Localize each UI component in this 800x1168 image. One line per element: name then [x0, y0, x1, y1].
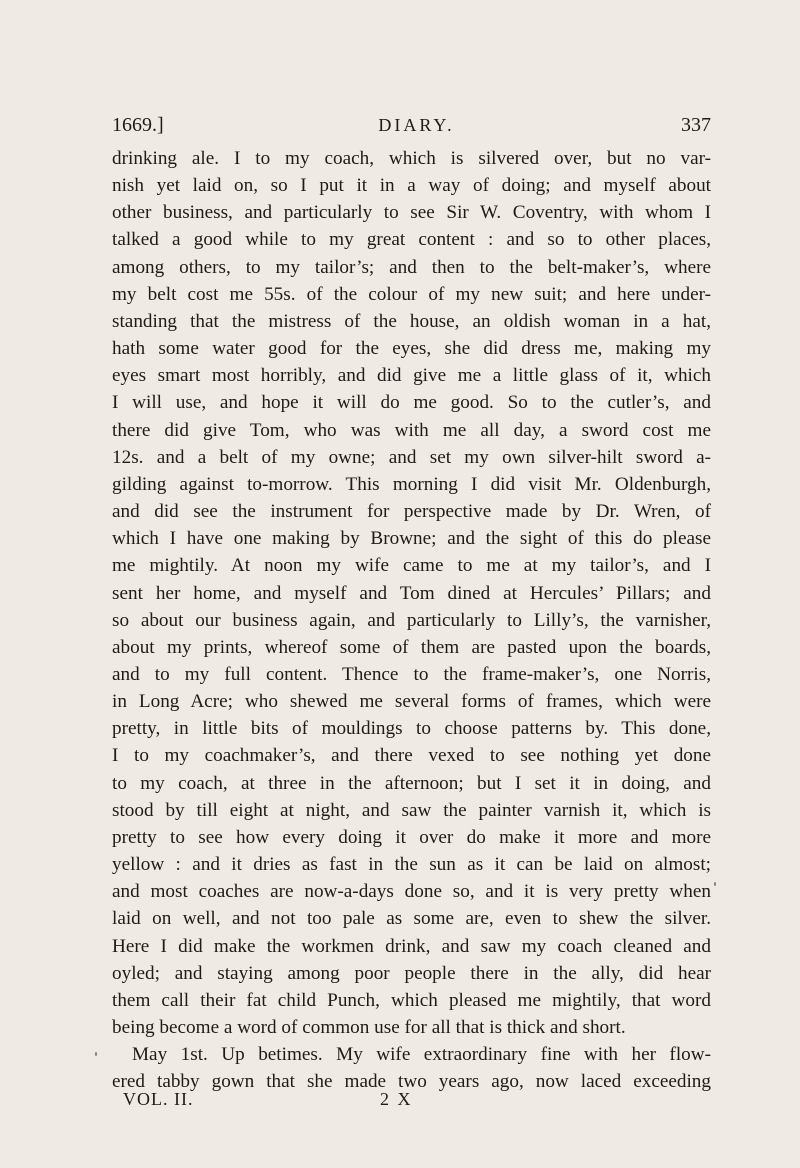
text-line: to my coach, at three in the afternoon; but I set it in doing, and: [112, 772, 711, 794]
text-line: laid on well, and not too pale as some are, even to shew the silver.: [112, 908, 711, 930]
text-line: my belt cost me 55s. of the colour of my new suit; and here under-: [112, 283, 711, 305]
text-line: so about our business again, and particularly to Lilly’s, the varnisher,: [112, 609, 711, 631]
paragraph-start-line: May 1st. Up betimes. My wife extraordinary fine with her flow-: [132, 1044, 711, 1066]
text-line: oyled; and staying among poor people there in the ally, did hear: [112, 962, 711, 984]
text-line: I will use, and hope it will do me good. So to the cutler’s, and: [112, 392, 711, 414]
text-line: ered tabby gown that she made two years ago, now laced exceeding: [112, 1071, 711, 1093]
text-line: there did give Tom, who was with me all day, a sword cost me: [112, 419, 711, 441]
text-line: sent her home, and myself and Tom dined at Hercules’ Pillars; and: [112, 582, 711, 604]
text-line: eyes smart most horribly, and did give me a little glass of it, which: [112, 365, 711, 387]
paper-speck: [714, 882, 716, 886]
text-line: nish yet laid on, so I put it in a way of doing; and myself about: [112, 175, 711, 197]
text-line: among others, to my tailor’s; and then to the belt-maker’s, where: [112, 256, 711, 278]
text-line: 12s. and a belt of my owne; and set my own silver-hilt sword a-: [112, 446, 711, 468]
text-line: which I have one making by Browne; and the sight of this do please: [112, 528, 711, 550]
text-line: and most coaches are now-a-days done so, and it is very pretty when: [112, 881, 711, 903]
text-line: in Long Acre; who shewed me several forms of frames, which were: [112, 691, 711, 713]
text-line: Here I did make the workmen drink, and saw my coach cleaned and: [112, 935, 711, 957]
header-title: DIARY.: [378, 115, 455, 135]
text-line: them call their fat child Punch, which pleased me mightily, that word: [112, 989, 711, 1011]
page-footer: [123, 1086, 523, 1112]
text-line: stood by till eight at night, and saw the painter varnish it, which is: [112, 799, 711, 821]
paper-speck: [95, 1052, 97, 1056]
text-line: drinking ale. I to my coach, which is silvered over, but no var-: [112, 148, 711, 169]
text-line: talked a good while to my great content : and so to other places,: [112, 229, 711, 251]
diary-text: [112, 145, 711, 1095]
text-line: gilding against to-morrow. This morning I did visit Mr. Oldenburgh,: [112, 473, 711, 495]
text-line: and to my full content. Thence to the frame-maker’s, one Norris,: [112, 663, 711, 685]
text-line: hath some water good for the eyes, she did dress me, making my: [112, 338, 711, 360]
text-line: I to my coachmaker’s, and there vexed to see nothing yet done: [112, 745, 711, 767]
signature-mark: 2 X: [380, 1089, 413, 1109]
page-number: 337: [681, 114, 711, 136]
text-line: and did see the instrument for perspective made by Dr. Wren, of: [112, 501, 711, 523]
text-line: other business, and particularly to see Sir W. Coventry, with whom I: [112, 202, 711, 224]
header-year: 1669.]: [112, 114, 164, 136]
text-line: standing that the mistress of the house, an oldish woman in a hat,: [112, 310, 711, 332]
text-line: pretty to see how every doing it over do make it more and more: [112, 826, 711, 848]
volume-label: VOL. II.: [123, 1089, 194, 1109]
running-header: [112, 112, 711, 138]
text-line: yellow : and it dries as fast in the sun as it can be laid on almost;: [112, 854, 711, 876]
text-line: about my prints, whereof some of them are pasted upon the boards,: [112, 636, 711, 658]
text-line: me mightily. At noon my wife came to me at my tailor’s, and I: [112, 555, 711, 577]
text-line: being become a word of common use for all that is thick and short.: [112, 1017, 626, 1038]
text-line: pretty, in little bits of mouldings to choose patterns by. This done,: [112, 718, 711, 740]
